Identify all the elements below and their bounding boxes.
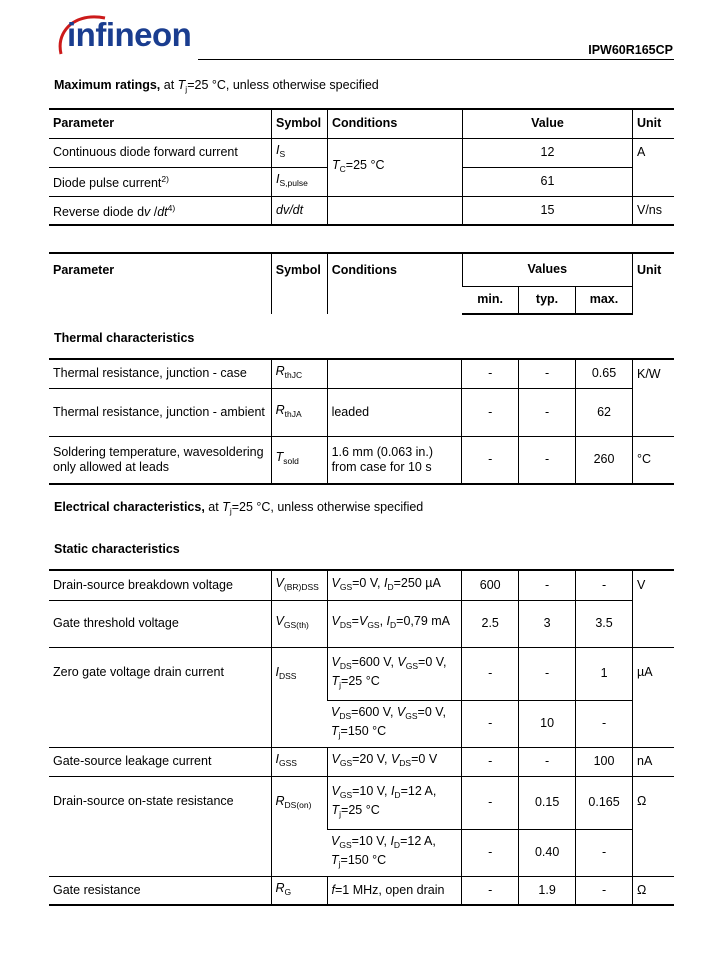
typ-cell: 0.15 [519,776,576,829]
min-cell: - [462,359,519,388]
max-cell: - [576,570,633,600]
value-cell: 15 [463,196,633,225]
symbol-cell: $R_{thJC}$ [271,359,327,388]
col-value: Value [463,109,633,138]
condition-cell: $V_{GS}=10$ V, $I_D=12$ A, $T_j=25$ °C [327,776,462,829]
param-cell: Gate-source leakage current [49,747,271,776]
condition-cell: leaded [327,388,462,436]
symbol-cell: $I_{GSS}$ [271,747,327,776]
table-row [49,138,674,167]
max-ratings-title: Maximum ratings, at $T_j=25$ °C, unless otherwise specified [54,78,379,94]
col-typ: typ. [519,286,576,314]
static-title: Static characteristics [54,542,180,556]
max-ratings-table [49,108,674,226]
condition-cell: f=1 MHz, open drain [327,876,462,905]
typ-cell: - [519,388,576,436]
part-number: IPW60R165CP [588,43,673,57]
symbol-cell: $I_{DSS}$ [271,647,327,747]
col-symbol: Symbol [271,253,327,314]
param-cell: Gate resistance [49,876,271,905]
table-row [49,570,674,600]
unit-cell: A [633,138,675,196]
max-cell: 0.65 [576,359,633,388]
max-cell: - [576,700,633,747]
thermal-table [49,358,674,485]
symbol-cell: $R_{thJA}$ [271,388,327,436]
table-row [49,600,674,647]
typ-cell: - [519,570,576,600]
max-cell: - [576,876,633,905]
typ-cell: 0.40 [519,829,576,876]
max-cell: - [576,829,633,876]
infineon-logo [55,14,195,62]
typ-cell: 1.9 [519,876,576,905]
col-conditions: Conditions [327,253,462,314]
unit-cell: Ω [633,776,674,876]
condition-cell: $V_{GS}=0$ V, $I_D=250$ µA [327,570,462,600]
typ-cell: 10 [519,700,576,747]
typ-cell: - [519,359,576,388]
symbol-cell: $R_{DS(on)}$ [271,776,327,876]
symbol-cell: dv/dt [272,196,328,225]
col-min: min. [462,286,518,314]
symbol-cell: $I_{S,pulse}$ [272,167,328,196]
unit-cell: °C [632,436,674,484]
min-cell: 600 [462,570,519,600]
table-row [49,196,674,225]
param-cell: Drain-source breakdown voltage [49,570,271,600]
condition-cell: $V_{GS}=10$ V, $I_D=12$ A, $T_j=150$ °C [327,829,462,876]
table-row [49,876,674,905]
unit-cell: K/W [632,359,674,436]
min-cell: - [462,829,519,876]
max-cell: 100 [576,747,633,776]
param-cell: Diode pulse current$^{2)}$ [49,167,272,196]
typ-cell: - [519,747,576,776]
min-cell: - [462,388,519,436]
unit-cell: V/ns [633,196,675,225]
table-row [49,388,674,436]
unit-cell: µA [633,647,674,747]
param-cell: Thermal resistance, junction - case [49,359,271,388]
condition-cell: 1.6 mm (0.063 in.) from case for 10 s [327,436,462,484]
col-unit: Unit [633,109,675,138]
param-cell: Zero gate voltage drain current [49,647,271,747]
symbol-cell: $V_{GS(th)}$ [271,600,327,647]
max-cell: 3.5 [576,600,633,647]
thermal-title: Thermal characteristics [54,331,195,345]
logo-text: infineon [67,16,192,53]
col-max: max. [576,286,633,314]
unit-cell: Ω [633,876,674,905]
param-cell: Drain-source on-state resistance [49,776,271,876]
min-cell: - [462,876,519,905]
characteristics-header [49,252,674,315]
col-parameter: Parameter [49,109,272,138]
condition-cell: $V_{DS}=600$ V, $V_{GS}=0$ V, $T_j=150$ °C [327,700,462,747]
value-cell: 12 [463,138,633,167]
col-values: Values [462,253,632,286]
param-cell: Soldering temperature, wavesoldering only allowed at leads [49,436,271,484]
condition-cell [328,196,463,225]
col-conditions: Conditions [328,109,463,138]
min-cell: - [462,436,519,484]
value-cell: 61 [463,167,633,196]
symbol-cell: $R_G$ [271,876,327,905]
unit-cell: nA [633,747,674,776]
col-unit: Unit [632,253,674,314]
min-cell: 2.5 [462,600,519,647]
table-row [49,647,674,700]
table-row [49,436,674,484]
symbol-cell: $T_{sold}$ [271,436,327,484]
min-cell: - [462,700,519,747]
condition-cell [327,359,462,388]
min-cell: - [462,776,519,829]
typ-cell: - [519,647,576,700]
condition-cell: $V_{GS}=20$ V, $V_{DS}=0$ V [327,747,462,776]
header-rule [198,59,674,60]
table-row [49,747,674,776]
electrical-title: Electrical characteristics, at $T_j=25$ °C, unless otherwise specified [54,500,424,516]
table-header-row [49,253,674,286]
condition-cell: $V_{DS}=V_{GS}$, $I_D=0,79$ mA [327,600,462,647]
symbol-cell: $I_S$ [272,138,328,167]
typ-cell: 3 [519,600,576,647]
max-cell: 1 [576,647,633,700]
param-cell: Thermal resistance, junction - ambient [49,388,271,436]
table-row [49,359,674,388]
table-header-row [49,109,674,138]
col-symbol: Symbol [272,109,328,138]
max-cell: 0.165 [576,776,633,829]
condition-cell: $T_C=25$ °C [328,138,463,196]
param-cell: Reverse diode dv $/dt^{4)}$ [49,196,272,225]
min-cell: - [462,647,519,700]
max-cell: 62 [576,388,633,436]
unit-cell: V [633,570,674,647]
typ-cell: - [519,436,576,484]
param-cell: Continuous diode forward current [49,138,272,167]
col-parameter: Parameter [49,253,271,314]
condition-cell: $V_{DS}=600$ V, $V_{GS}=0$ V, $T_j=25$ °C [327,647,462,700]
param-cell: Gate threshold voltage [49,600,271,647]
symbol-cell: $V_{(BR)DSS}$ [271,570,327,600]
max-cell: 260 [576,436,633,484]
min-cell: - [462,747,519,776]
table-row [49,776,674,829]
static-table [49,569,674,906]
